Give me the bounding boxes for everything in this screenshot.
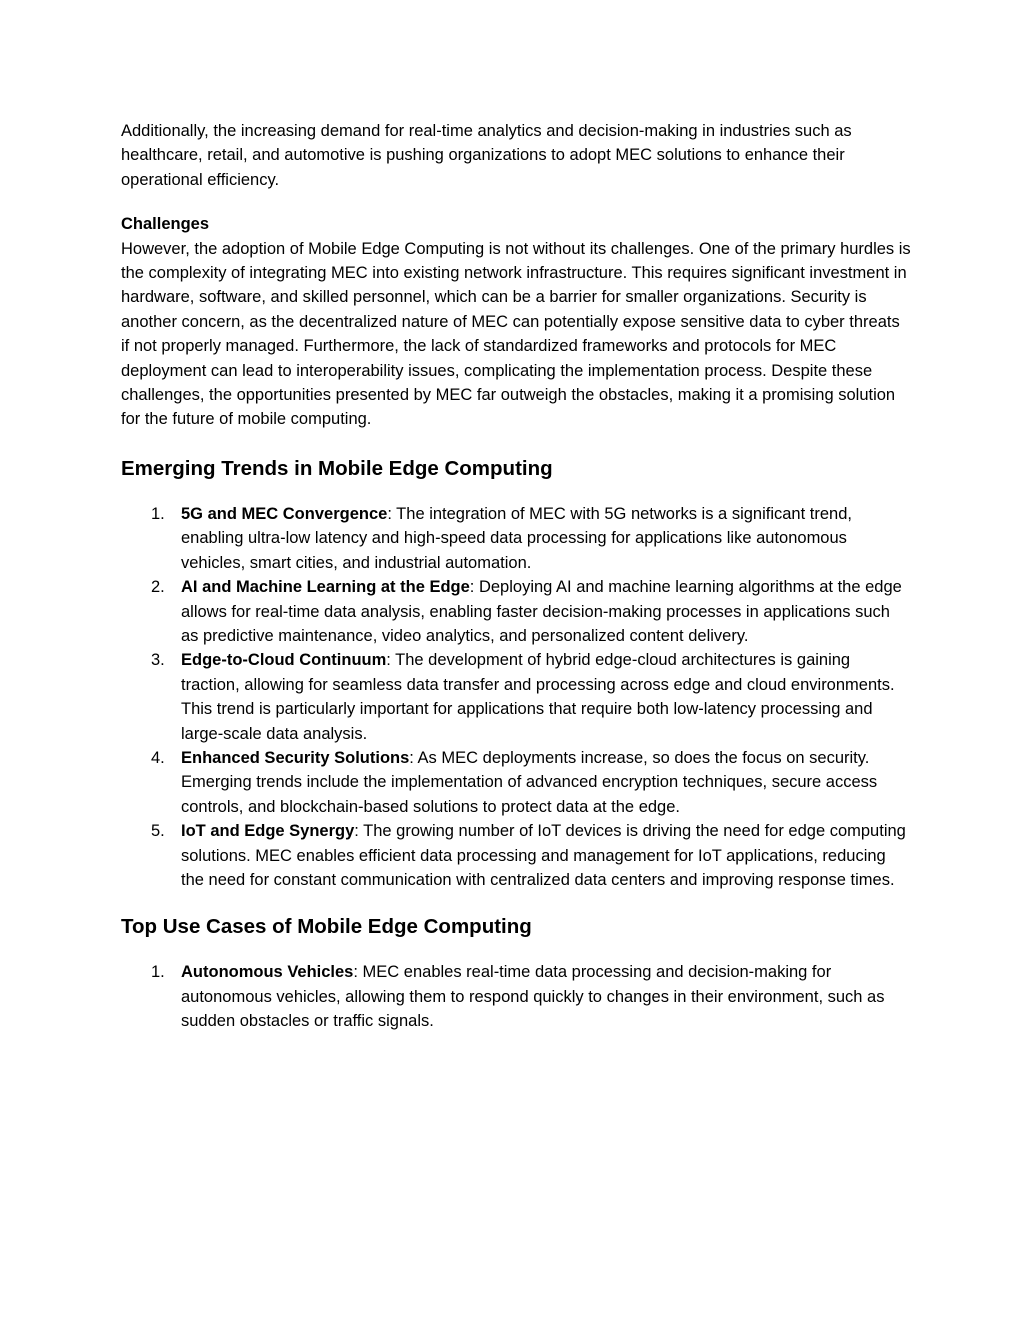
list-item — [121, 648, 911, 746]
use-cases-list — [121, 960, 911, 1033]
trends-list — [121, 502, 911, 893]
intro-paragraph: Additionally, the increasing demand for real-time analytics and decision-making in industries such as healthcare, retail, and automotive is pushing organizations to adopt MEC solutions to enhance their operational efficiency. — [121, 122, 852, 189]
list-number: 3. — [151, 651, 165, 670]
list-text: : The development of hybrid edge-cloud architectures is gaining traction, allowing for seamless data transfer and processing across edge and cloud environments. This trend is particularly important for applications that require both low-latency processing and large-scale data analysis. — [181, 651, 895, 743]
challenges-paragraph: However, the adoption of Mobile Edge Computing is not without its challenges. One of the primary hurdles is the complexity of integrating MEC into existing network infrastructure. This requires significant investment in hardware, software, and skilled personnel, which can be a barrier for smaller organizations. Security is another concern, as the decentralized nature of MEC can potentially expose sensitive data to cyber threats if not properly managed. Furthermore, the lack of standardized frameworks and protocols for MEC deployment can lead to interoperability issues, complicating the implementation process. Despite these challenges, the opportunities presented by MEC far outweigh the obstacles, making it a promising solution for the future of mobile computing. — [121, 239, 911, 429]
use-cases-heading: Top Use Cases of Mobile Edge Computing — [121, 915, 532, 939]
list-term: IoT and Edge Synergy — [181, 822, 355, 841]
list-number: 1. — [151, 963, 165, 982]
list-number: 2. — [151, 578, 165, 597]
list-item — [121, 819, 911, 892]
list-number: 5. — [151, 822, 165, 841]
document-page — [121, 119, 911, 1034]
list-item — [121, 502, 911, 575]
list-item — [121, 746, 911, 819]
list-term: Enhanced Security Solutions — [181, 748, 410, 767]
list-term: 5G and MEC Convergence — [181, 504, 388, 523]
list-text: : The growing number of IoT devices is driving the need for edge computing solutions. MEC enables efficient data processing and management for IoT applications, reducing the need for constant communication with centralized data centers and improving response times. — [181, 822, 906, 889]
list-number: 1. — [151, 504, 165, 523]
list-text: : Deploying AI and machine learning algorithms at the edge allows for real-time data analysis, enabling faster decision-making processes in applications such as predictive maintenance, video analytics, and personalized content delivery. — [181, 578, 902, 645]
list-number: 4. — [151, 748, 165, 767]
list-term: Autonomous Vehicles — [181, 963, 354, 982]
challenges-heading: Challenges — [121, 215, 210, 234]
list-item — [121, 575, 911, 648]
list-item — [121, 960, 911, 1033]
list-text: : As MEC deployments increase, so does the focus on security. Emerging trends include the implementation of advanced encryption techniques, secure access controls, and blockchain-based solutions to protect data at the edge. — [181, 748, 878, 816]
list-term: Edge-to-Cloud Continuum — [181, 651, 387, 670]
list-text: : MEC enables real-time data processing and decision-making for autonomous vehicles, allowing them to respond quickly to changes in their environment, such as sudden obstacles or traffic signals. — [181, 963, 885, 1031]
trends-heading: Emerging Trends in Mobile Edge Computing — [121, 456, 553, 480]
list-term: AI and Machine Learning at the Edge — [181, 578, 470, 597]
list-text: : The integration of MEC with 5G networks is a significant trend, enabling ultra-low latency and high-speed data processing for applications like autonomous vehicles, smart cities, and industrial automation. — [181, 504, 852, 572]
